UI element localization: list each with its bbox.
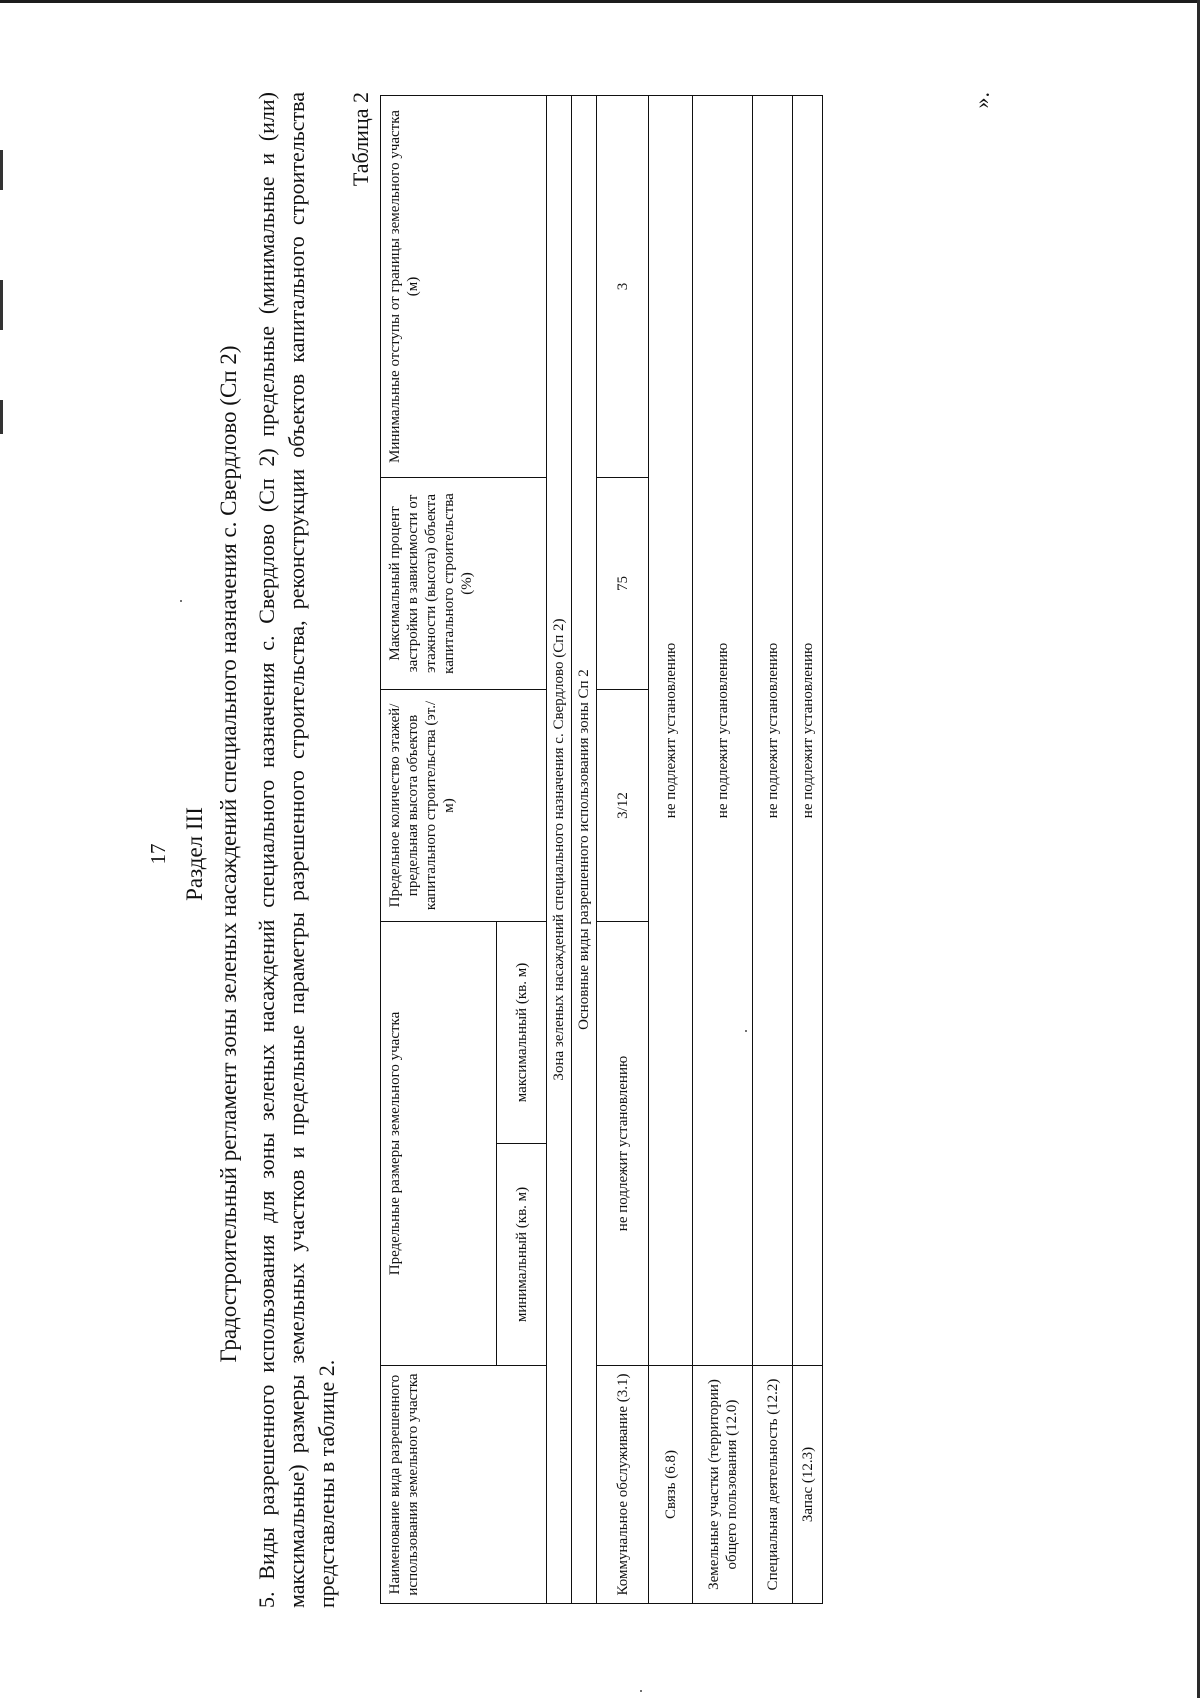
header-plot-sizes: Предельные размеры земельного участка	[381, 922, 497, 1366]
closing-quote-mark: ».	[969, 92, 994, 109]
scan-edge-mark	[0, 280, 3, 330]
table-row	[753, 96, 793, 1604]
row-not-established: не подлежит установлению	[793, 96, 823, 1366]
row-name: Запас (12.3)	[793, 1366, 823, 1604]
header-setbacks: Минимальные отступы от границы земельного участка (м)	[381, 96, 547, 478]
zone-row	[547, 96, 572, 1604]
scan-top-border	[0, 0, 1200, 3]
regulation-title: Градостроительный регламент зоны зеленых насаждений специального назначения с. Свердлово (Сп 2)	[216, 345, 241, 1363]
intro-paragraph: 5. Виды разрешенного использования для зоны зеленых насаждений специального назначения с. Свердлово (Сп 2) предельные (минимальные и (или) максимальные) размеры земельных участков и предельные параметры разрешенного строительства, реконструкции объектов капитального строительства представлены в таблице 2.	[254, 92, 339, 1608]
rotated-document-page	[124, 74, 1164, 1634]
table-row	[793, 96, 823, 1604]
row-name: Коммунальное обслуживание (3.1)	[597, 1366, 649, 1604]
scan-edge-mark	[0, 150, 3, 190]
row-plot-sizes: не подлежит установлению	[597, 922, 649, 1366]
header-floors: Предельное количество этажей/предельная высота объектов капитального строительства (эт./м)	[381, 690, 547, 922]
header-max-area: максимальный (кв. м)	[497, 922, 547, 1144]
page-number: 17	[146, 843, 170, 865]
scan-speck	[640, 1690, 642, 1692]
table-row	[693, 96, 753, 1604]
basic-uses-row	[572, 96, 597, 1604]
row-floors: 3/12	[597, 690, 649, 922]
table-row	[597, 96, 649, 1604]
zone-row-label: Зона зеленых насаждений специального назначения с. Свердлово (Сп 2)	[547, 96, 572, 1604]
row-not-established: не подлежит установлению	[693, 96, 753, 1366]
table-caption: Таблица 2	[348, 92, 373, 187]
regulation-table	[380, 95, 823, 1604]
section-title: Раздел III	[182, 807, 207, 901]
header-name: Наименование вида разрешенного использования земельного участка	[381, 1366, 547, 1604]
row-coverage: 75	[597, 478, 649, 690]
basic-uses-label: Основные виды разрешенного использования зоны Сп 2	[572, 96, 597, 1604]
row-setbacks: 3	[597, 96, 649, 478]
table-row	[649, 96, 693, 1604]
row-name: Специальная деятельность (12.2)	[753, 1366, 793, 1604]
row-name: Связь (6.8)	[649, 1366, 693, 1604]
header-coverage: Максимальный процент застройки в зависимости от этажности (высота) объекта капитального строительства (%)	[381, 478, 547, 690]
scan-edge-mark	[0, 400, 3, 434]
row-not-established: не подлежит установлению	[649, 96, 693, 1366]
row-not-established: не подлежит установлению	[753, 96, 793, 1366]
row-name: Земельные участки (территории) общего пользования (12.0)	[693, 1366, 753, 1604]
header-min-area: минимальный (кв. м)	[497, 1144, 547, 1366]
